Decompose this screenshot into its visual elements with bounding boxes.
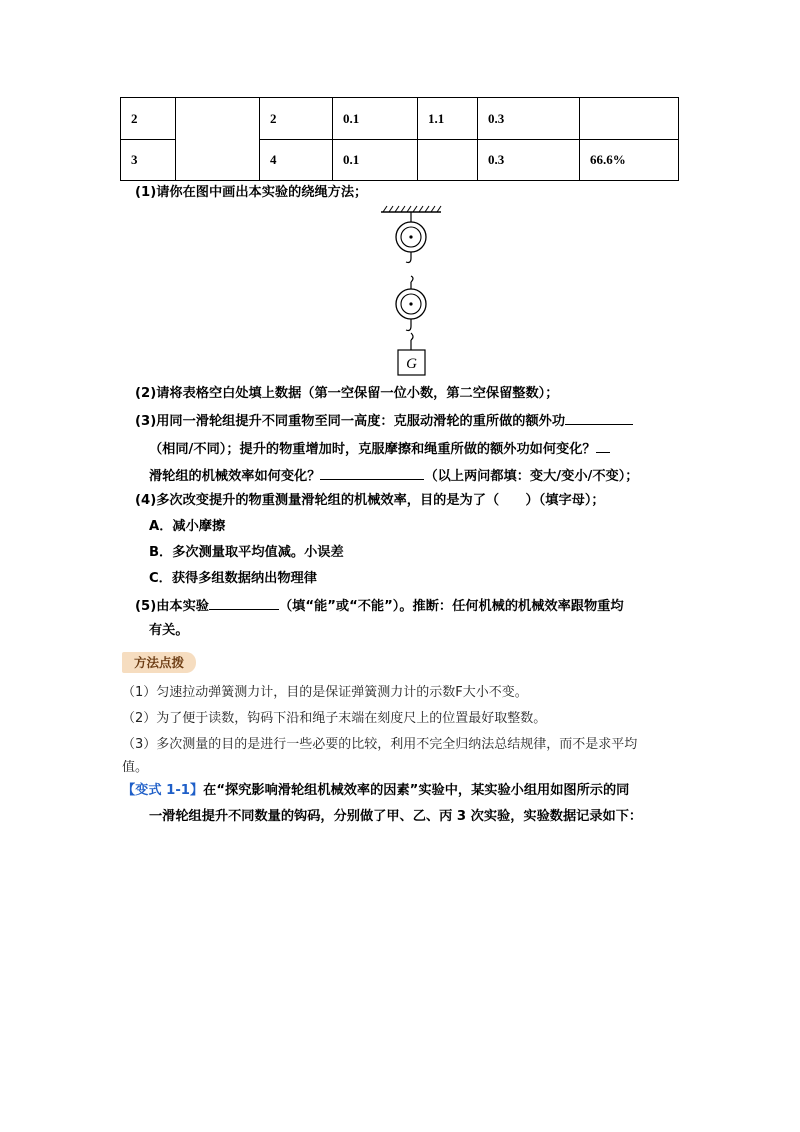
- method-tip-3-line-1: （3）多次测量的目的是进行一些必要的比较，利用不完全归纳法总结规律，而不是求平均: [122, 737, 638, 752]
- experiment-data-table: [120, 97, 679, 181]
- answer-blank[interactable]: [565, 411, 633, 425]
- answer-blank[interactable]: [320, 466, 424, 480]
- answer-blank[interactable]: [596, 439, 610, 453]
- question-3-text: (3)用同一滑轮组提升不同重物至同一高度：克服动滑轮的重所做的额外功: [135, 414, 566, 429]
- answer-blank[interactable]: [209, 596, 279, 610]
- table-cell: 1.1: [418, 98, 478, 140]
- table-cell: 0.1: [333, 98, 418, 140]
- method-tip-1: （1）匀速拉动弹簧测力计，目的是保证弹簧测力计的示数F大小不变。: [122, 685, 528, 700]
- table-cell: 0.1: [333, 140, 418, 181]
- method-tip-2: （2）为了便于读数，钩码下沿和绳子末端在刻度尺上的位置最好取整数。: [122, 711, 547, 726]
- table-cell: 4: [260, 140, 333, 181]
- table-cell: [580, 98, 679, 140]
- question-3-line-3: [149, 466, 638, 486]
- pulley-diagram: [375, 202, 455, 382]
- question-3-text: （相同/不同）；提升的物重增加时，克服摩擦和绳重所做的额外功如何变化？: [149, 442, 596, 457]
- variant-question-line-1: [122, 782, 629, 800]
- question-2: (2)请将表格空白处填上数据（第一空保留一位小数，第二空保留整数）；: [135, 386, 559, 401]
- fixed-pulley: [396, 212, 426, 263]
- variant-tag: 【变式 1-1】: [122, 783, 204, 798]
- table-cell: 3: [121, 140, 176, 181]
- question-5-line-1: [135, 596, 624, 616]
- question-3-line-2: [149, 439, 610, 459]
- variant-text: 在“探究影响滑轮组机械效率的因素”实验中，某实验小组用如图所示的同: [203, 783, 630, 798]
- question-4: (4)多次改变提升的物重测量滑轮组的机械效率，目的是为了（ ）（填字母）；: [135, 493, 605, 508]
- movable-pulley: [396, 276, 426, 350]
- method-tips-badge: 方法点拨: [122, 652, 196, 673]
- table-cell-merged: [176, 98, 260, 181]
- table-cell: [418, 140, 478, 181]
- option-a: A．减小摩擦: [149, 519, 226, 534]
- question-5-line-2: 有关。: [149, 623, 189, 638]
- question-3-text: （以上两问都填：变大/变小/不变）；: [424, 469, 639, 484]
- weight-block: [398, 350, 425, 375]
- table-cell: 0.3: [478, 98, 580, 140]
- question-3-text: 滑轮组的机械效率如何变化？: [149, 469, 321, 484]
- table-cell: 66.6%: [580, 140, 679, 181]
- option-b: B．多次测量取平均值减。小误差: [149, 545, 344, 560]
- weight-label: G: [406, 356, 417, 372]
- table-row: [121, 98, 679, 140]
- method-tip-3-line-2: 值。: [122, 760, 149, 775]
- option-c: C．获得多组数据纳出物理律: [149, 571, 317, 586]
- table-cell: 0.3: [478, 140, 580, 181]
- question-5-text: (5)由本实验: [135, 599, 209, 614]
- question-1: (1)请你在图中画出本实验的绕绳方法；: [135, 185, 368, 200]
- table-cell: 2: [260, 98, 333, 140]
- variant-question-line-2: 一滑轮组提升不同数量的钩码，分别做了甲、乙、丙 3 次实验，实验数据记录如下：: [149, 809, 643, 824]
- question-3-line-1: [135, 411, 633, 431]
- table-cell: 2: [121, 98, 176, 140]
- question-5-text: （填“能”或“不能”）。推断：任何机械的机械效率跟物重均: [278, 599, 624, 614]
- ceiling-hatch: [381, 206, 441, 212]
